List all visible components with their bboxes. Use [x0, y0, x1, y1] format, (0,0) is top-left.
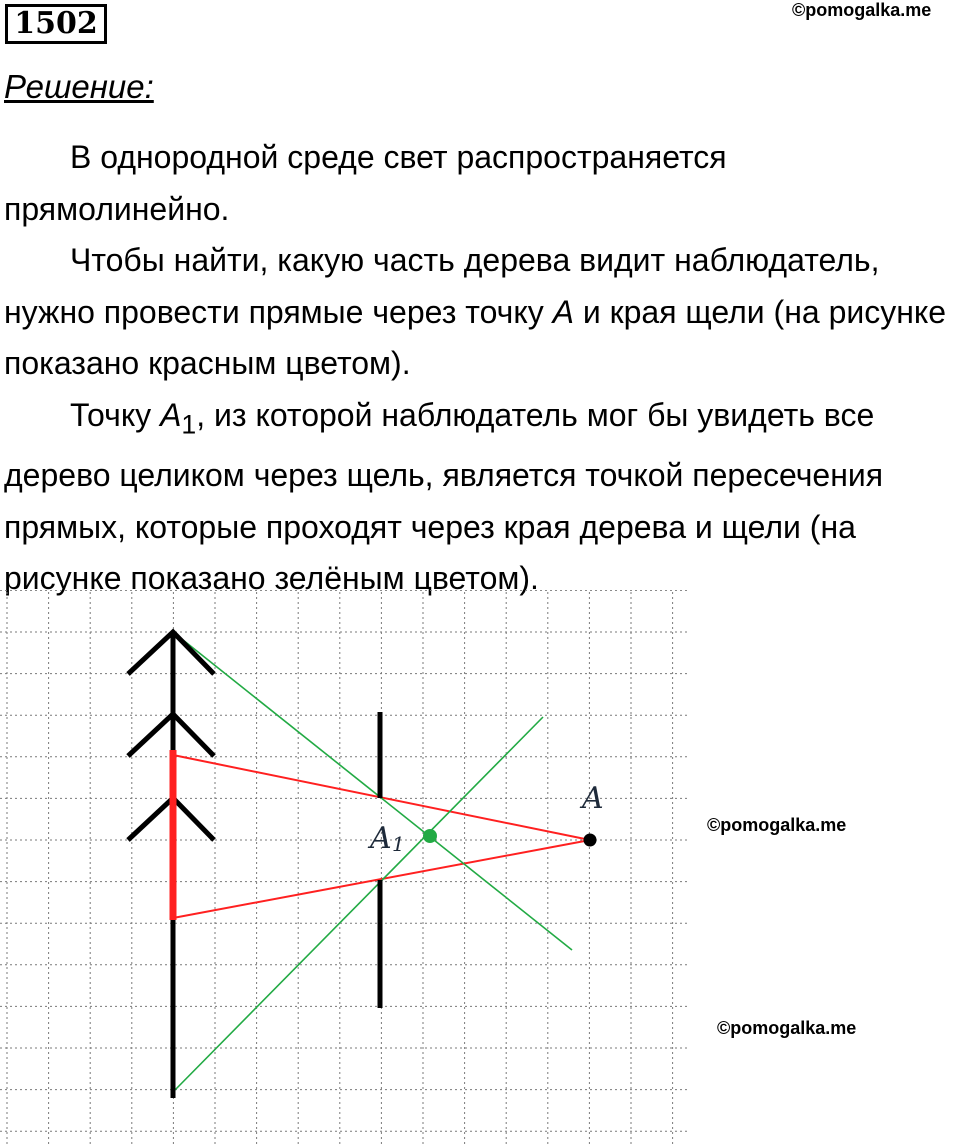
paragraph-2: Чтобы найти, какую часть дерева видит наблюдатель, нужно провести прямые через точку A и края щели (на рисунке показано красным цветом). — [4, 242, 947, 381]
point-a-label: A — [582, 781, 604, 816]
paragraph-3: Точку $A_1$, из которой наблюдатель мог бы увидеть все дерево целиком через щель, является точкой пересечения прямых, которые проходят через края дерева и щели (на рисунке показано зелёным цветом). — [4, 396, 884, 597]
problem-number: 1502 — [5, 4, 107, 44]
point-a1 — [423, 829, 437, 843]
watermark-bottom: ©pomogalka.me — [717, 1018, 857, 1038]
watermark-top: ©pomogalka.me — [792, 0, 932, 20]
paragraph-1: В однородной среде свет распространяется прямолинейно. — [4, 139, 727, 227]
point-a1-subscript: 1 — [392, 832, 405, 856]
point-a — [584, 834, 597, 847]
green-line-top — [173, 632, 572, 950]
green-line-bottom — [173, 717, 543, 1092]
diagram — [0, 590, 960, 1146]
solution-heading: Решение: — [4, 68, 154, 105]
grid — [0, 590, 690, 1146]
solution-text — [4, 132, 960, 605]
watermark-middle: ©pomogalka.me — [707, 815, 847, 835]
point-a1-label: A — [370, 821, 392, 856]
